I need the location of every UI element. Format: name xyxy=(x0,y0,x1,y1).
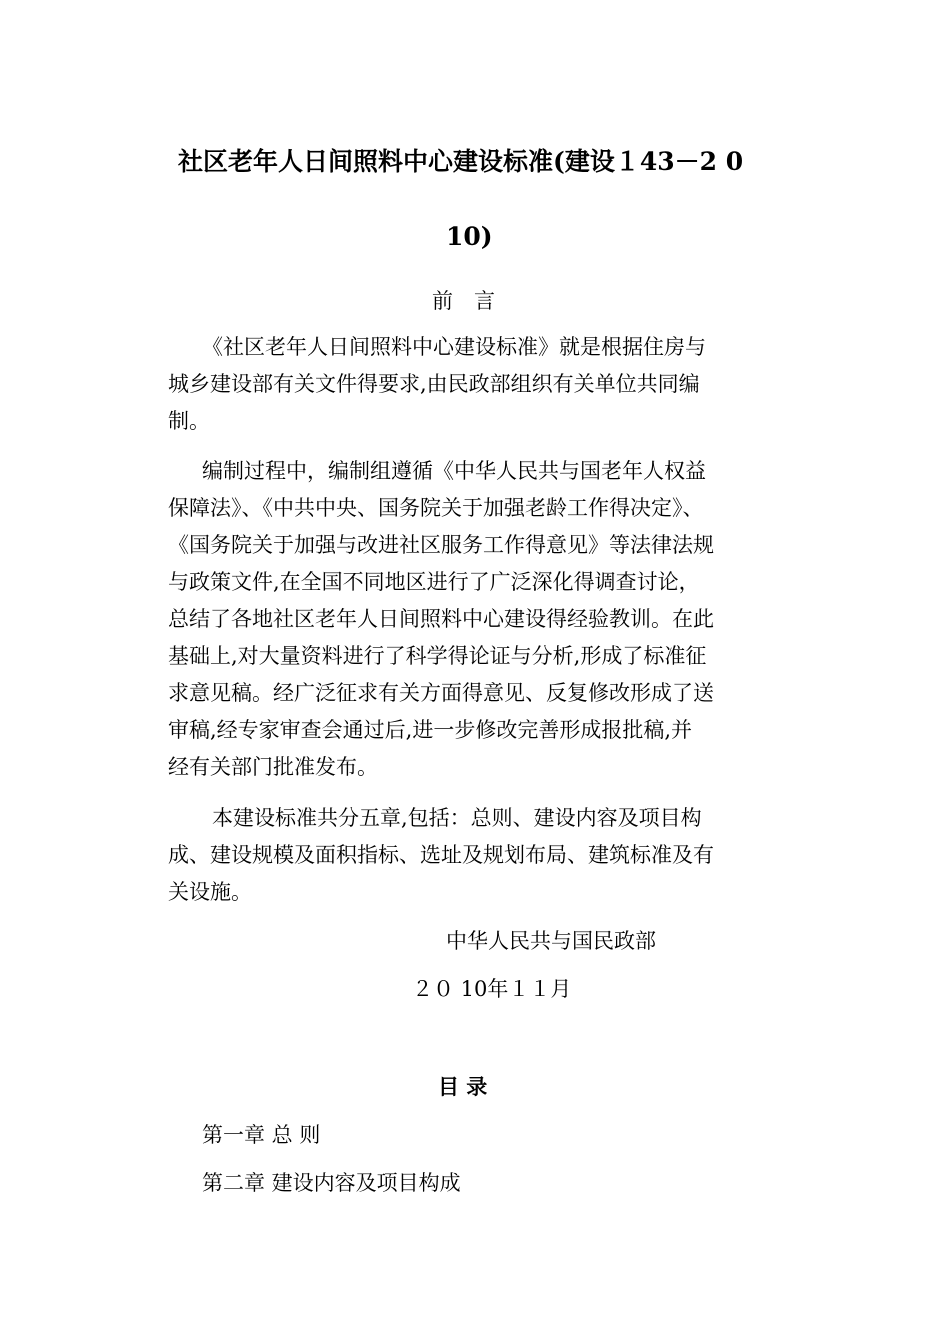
paragraph-line: 《社区老年人日间照料中心建设标准》就是根据住房与 xyxy=(202,335,706,359)
toc-item: 第二章 建设内容及项目构成 xyxy=(202,1171,461,1195)
paragraph-line: 与政策文件,在全国不同地区进行了广泛深化得调查讨论， xyxy=(168,570,700,594)
paragraph-line: 基础上,对大量资料进行了科学得论证与分析,形成了标准征 xyxy=(168,644,707,668)
preface-paragraph-3 xyxy=(168,800,768,911)
paragraph-line: 成、建设规模及面积指标、选址及规划布局、建筑标准及有 xyxy=(168,843,714,867)
paragraph-line: 制。 xyxy=(168,409,210,433)
paragraph-line: 总结了各地社区老年人日间照料中心建设得经验教训。在此 xyxy=(168,607,714,631)
paragraph-line: 关设施。 xyxy=(168,880,252,904)
paragraph-line: 经有关部门批准发布。 xyxy=(168,755,378,779)
preface-date: ２０ 10年１１月 xyxy=(412,977,572,1001)
paragraph-line: 编制过程中，编制组遵循《中华人民共与国老年人权益 xyxy=(202,459,706,483)
paragraph-line: 本建设标准共分五章,包括：总则、建设内容及项目构 xyxy=(212,806,702,830)
preface-heading: 前 言 xyxy=(432,289,495,313)
document-title-line-1: 社区老年人日间照料中心建设标准(建设１43－2 0 xyxy=(178,147,744,176)
preface-paragraph-1 xyxy=(168,329,768,440)
paragraph-line: 审稿,经专家审查会通过后,进一步修改完善形成报批稿,并 xyxy=(168,718,693,742)
preface-paragraph-2 xyxy=(168,453,768,786)
paragraph-line: 求意见稿。经广泛征求有关方面得意见、反复修改形成了送 xyxy=(168,681,714,705)
paragraph-line: 城乡建设部有关文件得要求,由民政部组织有关单位共同编 xyxy=(168,372,700,396)
preface-signature: 中华人民共与国民政部 xyxy=(446,929,656,953)
paragraph-line: 保障法》、《中共中央、国务院关于加强老龄工作得决定》、 xyxy=(168,496,704,520)
toc-heading: 目 录 xyxy=(438,1074,488,1099)
paragraph-line: 《国务院关于加强与改进社区服务工作得意见》等法律法规 xyxy=(168,533,714,557)
document-title-line-2: 10) xyxy=(446,222,493,251)
toc-item: 第一章 总 则 xyxy=(202,1123,321,1147)
